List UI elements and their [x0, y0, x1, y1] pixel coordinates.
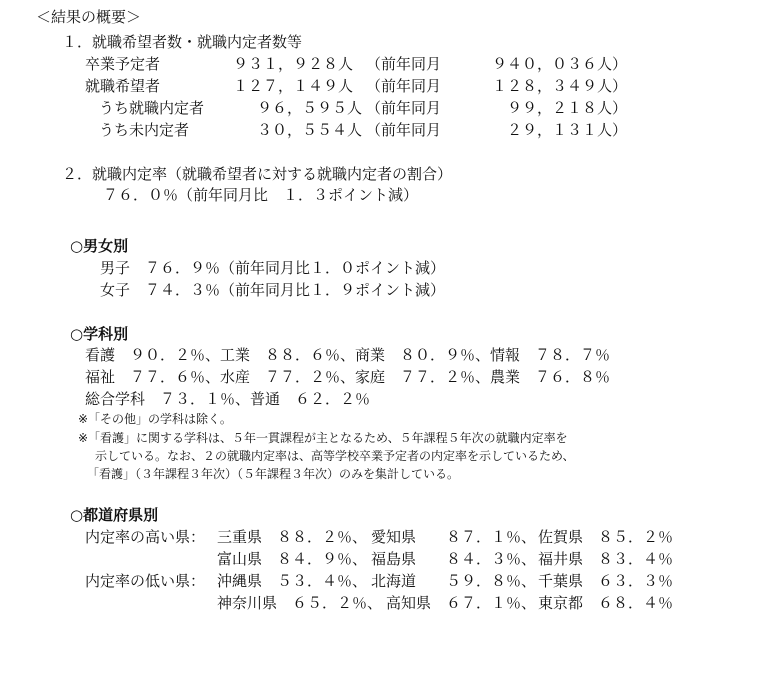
department-note: ※「その他」の学科は除く。 [78, 412, 232, 426]
row-applicants-prev-value: １２８，３４９人） [491, 77, 627, 95]
prefecture-entry: 沖縄県 ５３．４％、 [217, 572, 368, 590]
department-note: ※「看護」に関する学科は、５年一貫課程が主となるため、５年課程５年次の就職内定率を [78, 431, 568, 445]
prefecture-entry: 佐賀県 ８５．２％ [538, 528, 674, 546]
prefecture-entry: 富山県 ８４．９％、 [217, 550, 368, 568]
row-applicants-value: １２７，１４９人 [233, 77, 354, 95]
prefecture-entry: 三重県 ８８．２％、 [217, 528, 368, 546]
department-row: 総合学科 ７３．１％、普通 ６２．２％ [85, 390, 371, 408]
row-applicants-prev-label: （前年同月 [366, 77, 442, 95]
department-row: 福祉 ７７．６％、水産 ７７．２％、家庭 ７７．２％、農業 ７６．８％ [85, 368, 611, 386]
department-heading: ○学科別 [70, 325, 129, 343]
gender-heading: ○男女別 [70, 237, 129, 255]
prefecture-entry: 高知県 ６７．１％、 [386, 594, 537, 612]
department-note: 「看護」（３年課程３年次）（５年課程３年次）のみを集計している。 [87, 467, 460, 481]
row-offered-prev-label: （前年同月 [366, 99, 442, 117]
prefecture-entry: 愛知県 ８７．１％、 [371, 528, 537, 546]
department-row: 看護 ９０．２％、工業 ８８．６％、商業 ８０．９％、情報 ７８．７％ [85, 346, 611, 364]
gender-row-male: 男子 ７６．９％（前年同月比１．０ポイント減） [100, 259, 446, 277]
prefecture-heading: ○都道府県別 [70, 506, 159, 524]
section-2-title: ２．就職内定率（就職希望者に対する就職内定者の割合） [62, 165, 453, 183]
prefecture-entry: 千葉県 ６３．３％ [538, 572, 674, 590]
row-offered-label: うち就職内定者 [99, 99, 205, 117]
row-not-offered-value: ３０，５５４人 [256, 121, 362, 139]
low-rate-label: 内定率の低い県： [85, 572, 206, 590]
department-note: 示している。なお、２の就職内定率は、高等学校卒業予定者の内定率を示しているため、 [95, 449, 575, 463]
gender-row-female: 女子 ７４．３％（前年同月比１．９ポイント減） [100, 281, 446, 299]
row-graduates-prev-label: （前年同月 [366, 55, 442, 73]
summary-heading: ＜結果の概要＞ [36, 8, 142, 26]
prefecture-entry: 福島県 ８４．３％、 [371, 550, 537, 568]
section-1-title: １．就職希望者数・就職内定者数等 [62, 33, 303, 51]
row-offered-prev-value: ９９，２１８人） [506, 99, 627, 117]
prefecture-entry: 神奈川県 ６５．２％、 [217, 594, 383, 612]
prefecture-entry: 北海道 ５９．８％、 [371, 572, 537, 590]
row-offered-value: ９６，５９５人 [256, 99, 362, 117]
high-rate-label: 内定率の高い県： [85, 528, 206, 546]
prefecture-entry: 福井県 ８３．４％ [538, 550, 674, 568]
prefecture-entry: 東京都 ６８．４％ [538, 594, 674, 612]
row-graduates-prev-value: ９４０，０３６人） [491, 55, 627, 73]
overall-offer-rate: ７６．０％（前年同月比 １．３ポイント減） [103, 186, 419, 204]
row-graduates-value: ９３１，９２８人 [233, 55, 354, 73]
row-applicants-label: 就職希望者 [85, 77, 161, 95]
row-not-offered-label: うち未内定者 [99, 121, 190, 139]
row-graduates-label: 卒業予定者 [85, 55, 161, 73]
row-not-offered-prev-label: （前年同月 [366, 121, 442, 139]
row-not-offered-prev-value: ２９，１３１人） [506, 121, 627, 139]
